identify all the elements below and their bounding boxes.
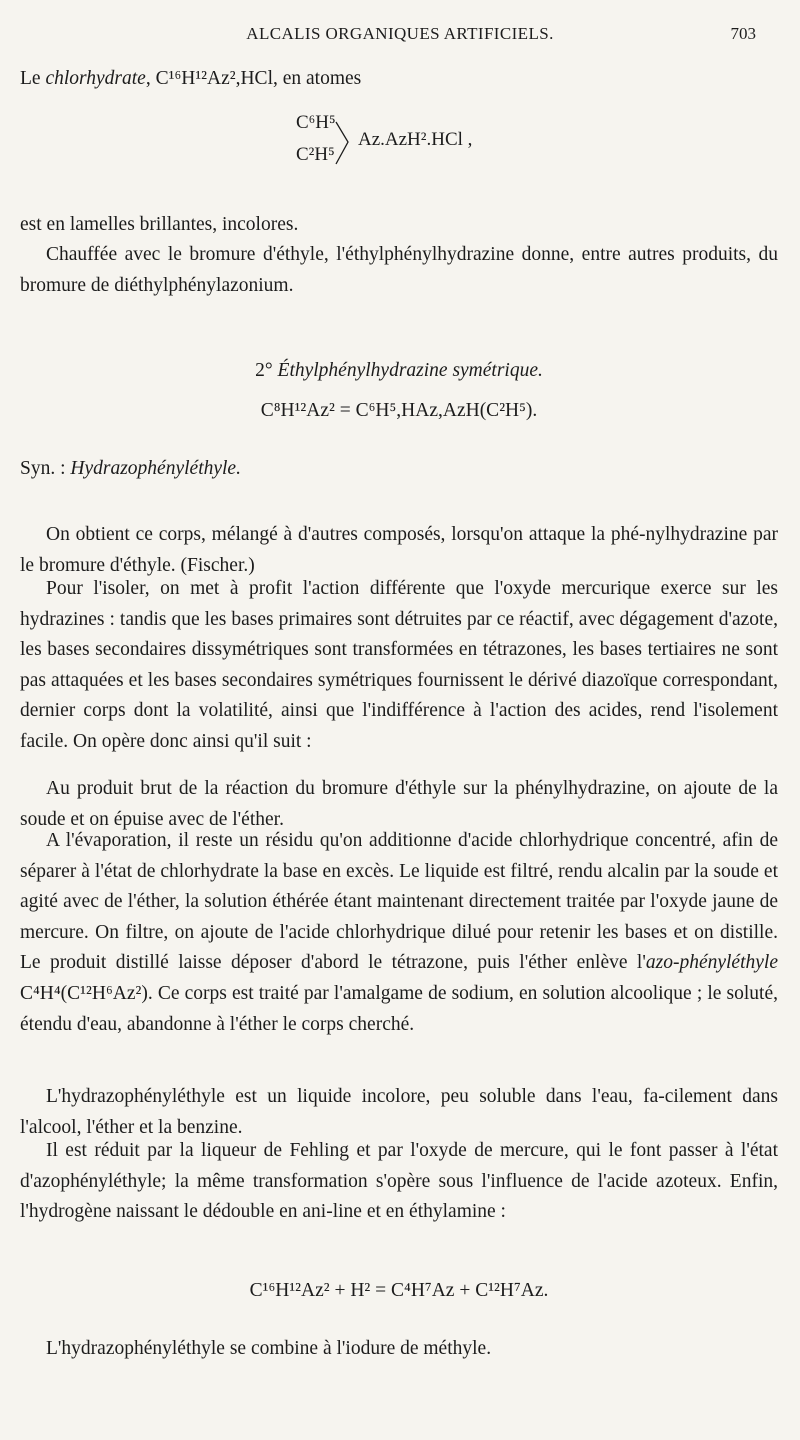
section-heading [20, 356, 778, 387]
azote-chain: Az.AzH².HCl , [358, 129, 473, 150]
obtient-paragraph: On obtient ce corps, mélangé à d'autres composés, lorsqu'on attaque la phé-nylhydrazine par le bromure d'éthyle. (Fischer.) [20, 524, 778, 576]
page-header [0, 24, 800, 50]
chlorhydrate-term: chlorhydrate [45, 68, 146, 89]
running-head: ALCALIS ORGANIQUES ARTIFICIELS. [246, 24, 554, 43]
chlorhydrate-paragraph [20, 64, 778, 95]
phenyl-group: C⁶H⁵ [296, 112, 336, 133]
isoler-paragraph: Pour l'isoler, on met à profit l'action différente que l'oxyde mercurique exerce sur les hydrazines : tandis que les bases primaires sont détruites par ce réactif, avec dégagement d'azote, les bases secondaires dissymétriques sont transformées en tétrazones, les bases tertiaires ne sont pas attaquées et les bases secondaires symétriques fournissent le dérivé diazoïque correspondant, dernier corps dont la volatilité, ainsi que l'indifférence à l'action des acides, rend l'isolement facile. On opère donc ainsi qu'il suit : [20, 578, 778, 752]
synonym-line [20, 454, 778, 485]
evaporation-paragraph [20, 826, 778, 1040]
ethyl-group: C²H⁵ [296, 144, 335, 165]
lead-text: Le [20, 68, 46, 89]
chlorhydrate-formula: , C¹⁶H¹²Az²,HCl, en atomes [145, 68, 362, 89]
reaction-equation: C¹⁶H¹²Az² + H² = C⁴H⁷Az + C¹²H⁷Az. [249, 1280, 549, 1301]
produit-brut-paragraph: Au produit brut de la réaction du bromure d'éthyle sur la phénylhydrazine, on ajoute de la soude et on épuise avec de l'éther. [20, 778, 778, 830]
bond-brace-icon [334, 118, 352, 168]
section-number: 2° [255, 360, 273, 381]
formula-symmetric: C⁸H¹²Az² = C⁶H⁵,HAz,AzH(C²H⁵). [260, 400, 538, 421]
azophenylethyle-term: azo-phényléthyle [645, 952, 778, 974]
section-title: Éthylphénylhydrazine symétrique. [277, 360, 543, 381]
liquide-paragraph: L'hydrazophényléthyle est un liquide incolore, peu soluble dans l'eau, fa-cilement dans l'alcool, l'éther et la benzine. [20, 1086, 778, 1138]
structural-formula [296, 112, 526, 178]
page-number: 703 [730, 24, 756, 43]
iodure-paragraph: L'hydrazophényléthyle se combine à l'iodure de méthyle. [46, 1338, 492, 1359]
synonym-name: Hydrazophényléthyle. [70, 458, 241, 479]
reduction-paragraph: Il est réduit par la liqueur de Fehling et par l'oxyde de mercure, qui le font passer à l'état d'azophényléthyle; la même transformation s'opère sous l'influence de l'acide azoteux. Enfin, l'hydrogène naissant le dédouble en ani-line et en éthylamine : [20, 1140, 778, 1223]
chauffee-paragraph: Chauffée avec le bromure d'éthyle, l'éthylphénylhydrazine donne, entre autres produits, du bromure de diéthylphénylazonium. [20, 244, 778, 296]
evaporation-text-end: C⁴H⁴(C¹²H⁶Az²). Ce corps est traité par l'amalgame de sodium, en solution alcoolique ; le soluté, étendu d'eau, abandonne à l'éther le corps cherché. [20, 982, 778, 1035]
synonym-label: Syn. : [20, 458, 71, 479]
lamelles-paragraph: est en lamelles brillantes, incolores. [20, 214, 299, 235]
evaporation-text: A l'évaporation, il reste un résidu qu'on additionne d'acide chlorhydrique concentré, afin de séparer à l'état de chlorhydrate la base en excès. Le liquide est filtré, rendu alcalin par la soude et agité avec de l'éther, la solution éthérée étant maintenant directement traitée par l'oxyde jaune de mercure. On filtre, on ajoute de l'acide chlorhydrique dilué pour retenir les bases et on distille. Le produit distillé laisse déposer d'abord le tétrazone, puis l'éther enlève l' [20, 830, 778, 974]
